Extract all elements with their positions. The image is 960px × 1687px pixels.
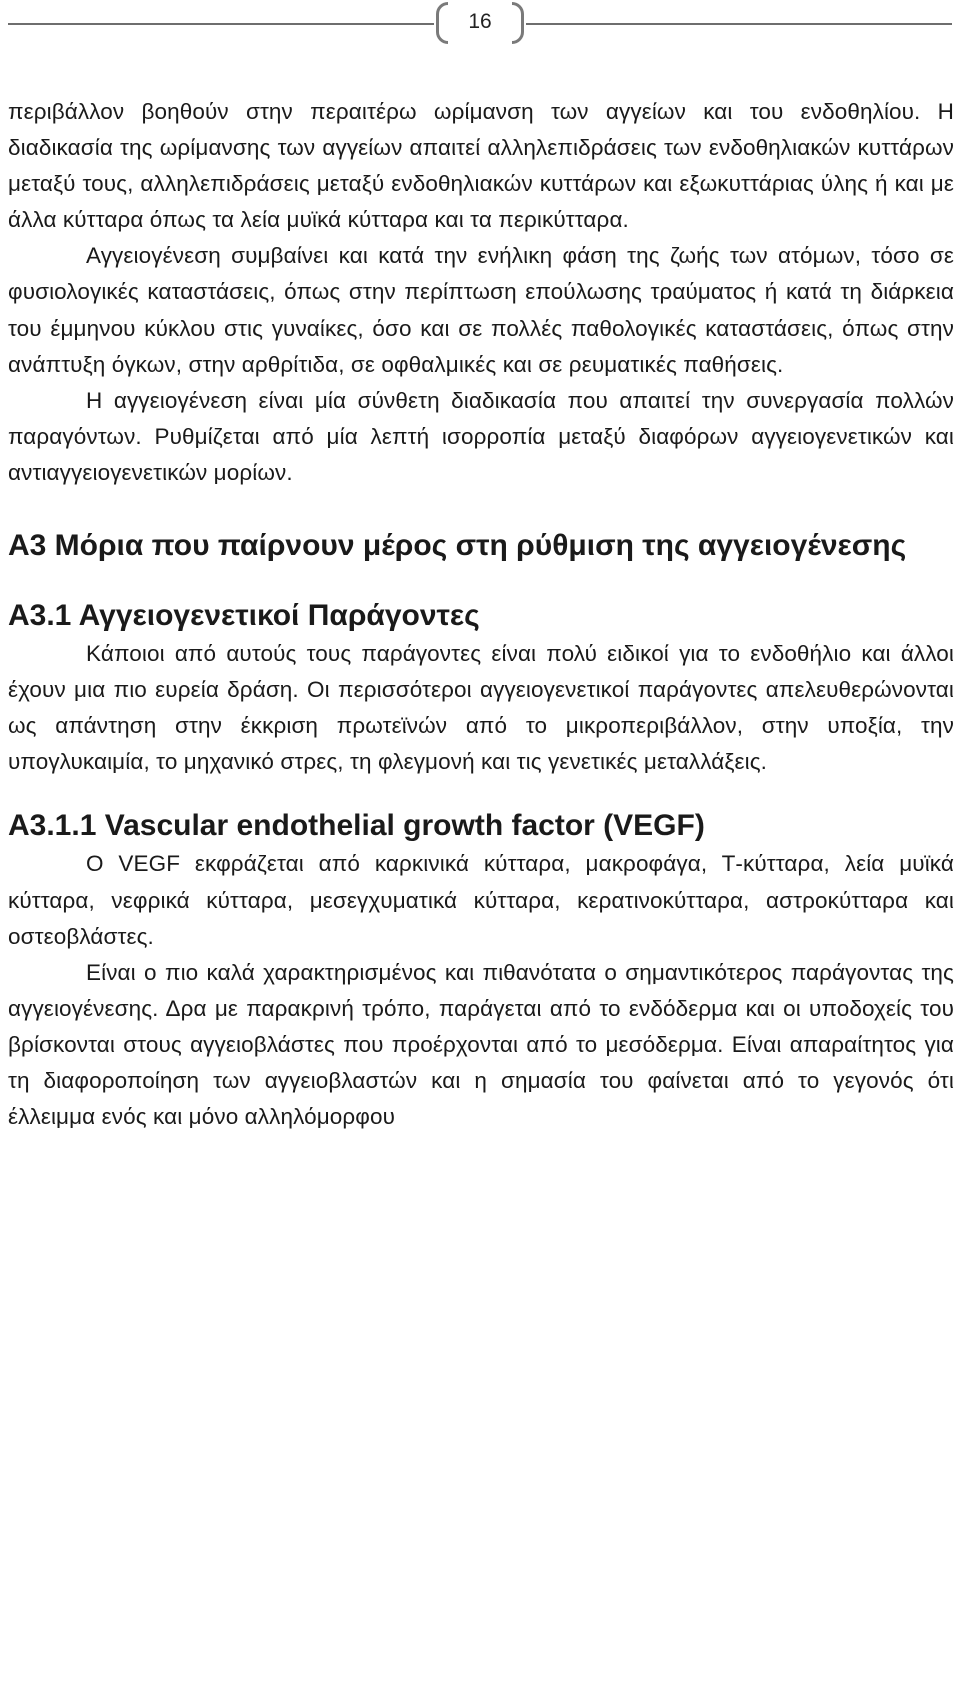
paragraph-2: Αγγειογένεση συμβαίνει και κατά την ενήλικη φάση της ζωής των ατόμων, τόσο σε φυσιολογικές καταστάσεις, όπως στην περίπτωση επούλωσης τραύματος ή κατά τη διάρκεια του έμμηνου κύκλου στις γυναίκες, όσο και σε πολλές παθολογικές καταστάσεις, όπως στην ανάπτυξη όγκων, στην αρθρίτιδα, σε οφθαλμικές και σε ρευματικές παθήσεις. [8, 243, 954, 377]
paragraph-6: Είναι ο πιο καλά χαρακτηρισμένος και πιθανότατα ο σημαντικότερος παράγοντας της αγγειογένεσης. Δρα με παρακρινή τρόπο, παράγεται από το ενδόδερμα και οι υποδοχείς του βρίσκονται στους αγγειοβλάστες που προέρχονται από το μεσόδερμα. Είναι απαραίτητος για τη διαφοροποίηση των αγγειοβλαστών και η σημασία του φαίνεται από το γεγονός ότι έλλειμμα ενός και μόνο αλληλόμορφου [8, 959, 954, 1130]
paragraph-5: Ο VEGF εκφράζεται από καρκινικά κύτταρα, μακροφάγα, Τ-κύτταρα, λεία μυϊκά κύτταρα, νεφρικά κύτταρα, μεσεγχυματικά κύτταρα, κερατινοκύτταρα, αστροκύτταρα και οστεοβλάστες. [8, 851, 954, 949]
paragraph-3: Η αγγειογένεση είναι μία σύνθετη διαδικασία που απαιτεί την συνεργασία πολλών παραγόντων. Ρυθμίζεται από μία λεπτή ισορροπία μεταξύ διαφόρων αγγειογενετικών και αντιαγγειογενετικών μορίων. [8, 387, 954, 485]
page-number-box [436, 2, 524, 44]
header-rule-right [526, 23, 952, 25]
header-rule-left [8, 23, 434, 25]
document-body [8, 94, 954, 1135]
paragraph-1: περιβάλλον βοηθούν στην περαιτέρω ωρίμανση των αγγείων και του ενδοθηλίου. Η διαδικασία της ωρίμανσης των αγγείων απαιτεί αλληλεπιδράσεις των ενδοθηλιακών κυττάρων μεταξύ τους, αλληλεπιδράσεις μεταξύ ενδοθηλιακών κυττάρων και εξωκυττάριας ύλης ή και με άλλα κύτταρα όπως τα λεία μυϊκά κύτταρα και τα περικύτταρα. [8, 99, 954, 233]
page-number: 16 [468, 10, 492, 33]
section-heading-a3: Α3 Μόρια που παίρνουν μέρος στη ρύθμιση της αγγειογένεσης [8, 529, 907, 563]
section-heading-a3-1: Α3.1 Αγγειογενετικοί Παράγοντες [8, 599, 480, 633]
page-header [0, 0, 960, 50]
section-heading-a3-1-1: Α3.1.1 Vascular endothelial growth factor (VEGF) [8, 809, 705, 843]
paragraph-4: Κάποιοι από αυτούς τους παράγοντες είναι πολύ ειδικοί για το ενδοθήλιο και άλλοι έχουν μια πιο ευρεία δράση. Οι περισσότεροι αγγειογενετικοί παράγοντες απελευθερώνονται ως απάντηση στην έκκριση πρωτεϊνών από το μικροπεριβάλλον, στην υποξία, την υπογλυκαιμία, το μηχανικό στρες, τη φλεγμονή και τις γενετικές μεταλλάξεις. [8, 641, 954, 775]
